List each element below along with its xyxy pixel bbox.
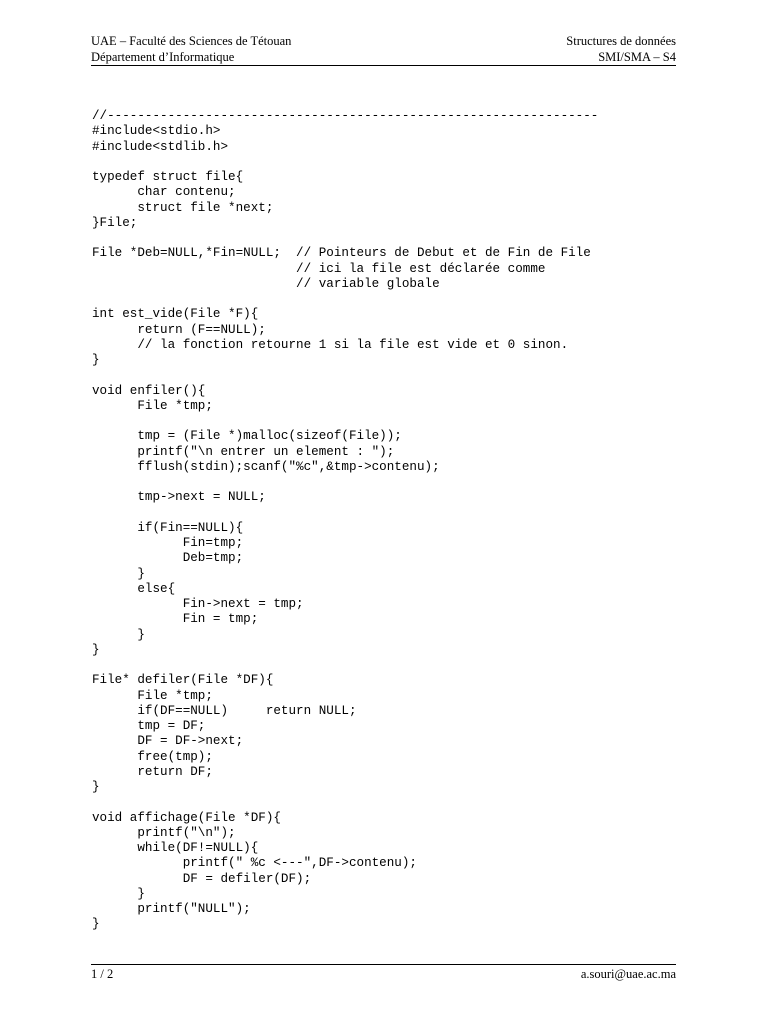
code-line: else{ [92,581,176,596]
code-line: File *Deb=NULL,*Fin=NULL; // Pointeurs de Debut et de Fin de File [92,246,591,261]
code-line: DF = defiler(DF); [92,871,312,886]
code-line: } [92,353,100,367]
code-line: return DF; [92,764,213,779]
code-line: File *tmp; [92,398,213,413]
header-divider [91,65,676,66]
header-row-1 [91,34,676,50]
code-line: DF = DF->next; [92,734,244,749]
footer-page-number: 1 / 2 [91,967,114,981]
code-line [92,231,692,246]
code-line: char contenu; [92,185,236,200]
code-line [92,155,692,170]
code-line: if(Fin==NULL){ [92,520,244,535]
code-line: // ici la file est déclarée comme [92,261,546,276]
code-line [92,795,692,810]
code-line: printf("\n"); [92,825,236,840]
footer-divider [91,964,676,965]
header-institution: UAE – Faculté des Sciences de Tétouan [91,34,292,48]
code-line: #include<stdio.h> [92,124,221,139]
code-line: int est_vide(File *F){ [92,307,259,322]
page-header [91,34,676,65]
header-course-code: SMI/SMA – S4 [598,49,676,64]
code-line: } [92,886,145,901]
code-line: void affichage(File *DF){ [92,810,281,825]
code-line: Deb=tmp; [92,551,244,566]
code-line: void enfiler(){ [92,383,206,398]
code-line: printf("\n entrer un element : "); [92,444,395,459]
code-line: } [92,642,100,657]
code-line: // la fonction retourne 1 si la file est vide et 0 sinon. [92,337,569,352]
code-line: free(tmp); [92,749,213,764]
code-line: } [92,780,100,794]
code-line: if(DF==NULL) return NULL; [92,703,357,718]
footer-email: a.souri@uae.ac.ma [580,967,676,981]
code-line: return (F==NULL); [92,322,266,337]
code-line: printf(" %c <---",DF->contenu); [92,856,417,871]
code-line: } [92,566,145,581]
code-line: tmp = DF; [92,719,206,733]
code-listing [92,109,692,933]
code-line [92,368,692,383]
code-line: File *tmp; [92,688,213,703]
code-line [92,658,692,673]
page-footer [91,967,676,982]
header-row-2 [91,50,676,66]
header-department: Département d’Informatique [91,49,235,64]
code-line: Fin = tmp; [92,612,259,627]
code-line: }File; [92,215,138,230]
code-line: #include<stdlib.h> [92,139,229,154]
code-line: while(DF!=NULL){ [92,841,259,855]
code-line: File* defiler(File *DF){ [92,673,274,688]
code-line: struct file *next; [92,200,274,215]
code-line [92,292,692,307]
code-line [92,506,692,521]
code-line [92,475,692,490]
code-line: } [92,917,100,932]
code-line: } [92,627,145,642]
code-line: fflush(stdin);scanf("%c",&tmp->contenu); [92,459,440,474]
code-line: printf("NULL"); [92,902,251,916]
code-line: tmp->next = NULL; [92,490,266,505]
header-course-title: Structures de données [566,34,676,48]
code-line: // variable globale [92,276,440,291]
code-line: tmp = (File *)malloc(sizeof(File)); [92,429,402,444]
code-line: //----------------------------------------------------------------- [92,109,599,123]
code-line [92,414,692,429]
code-line: Fin=tmp; [92,536,244,550]
code-line: typedef struct file{ [92,170,244,184]
code-line: Fin->next = tmp; [92,597,304,611]
